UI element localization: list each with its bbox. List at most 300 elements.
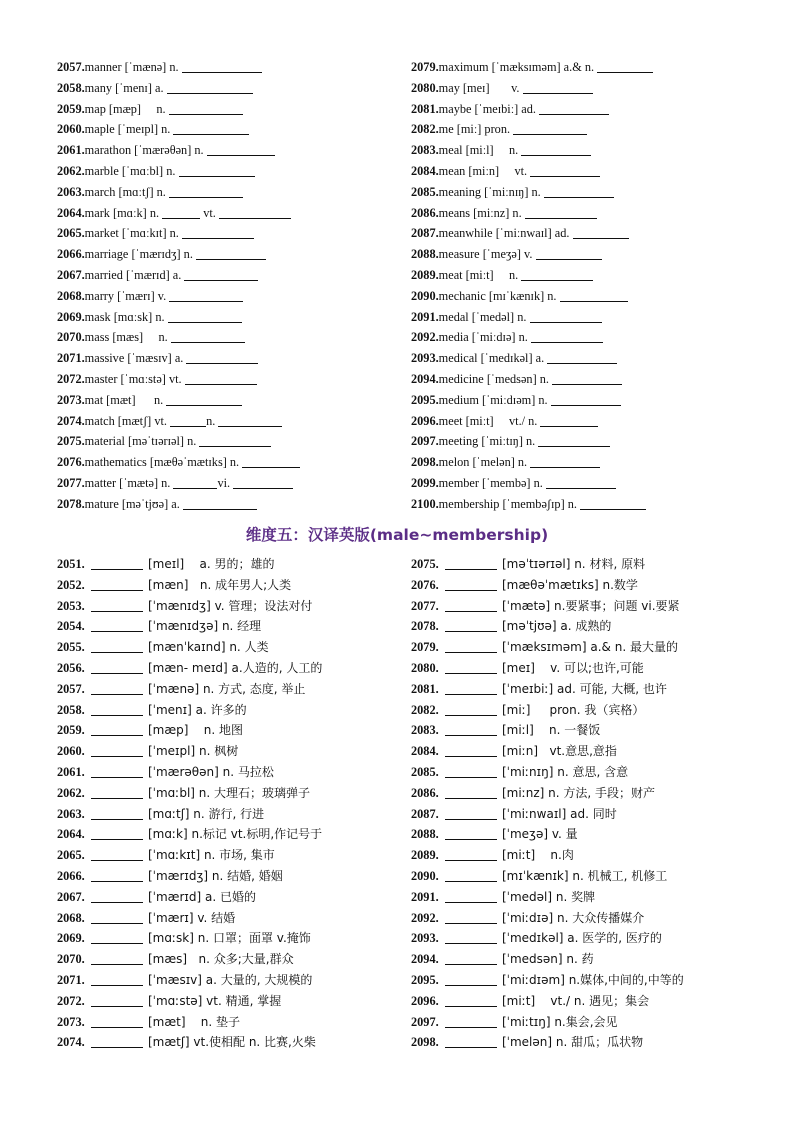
entry-definition: [ˈmærɪd] a. 已婚的: [148, 889, 256, 904]
entry-pos-label: n.: [206, 413, 219, 428]
entry-number: 2083.: [411, 143, 439, 158]
answer-blank[interactable]: [91, 786, 143, 799]
entry-number: 2073.: [57, 1014, 85, 1029]
answer-blank[interactable]: [199, 434, 271, 447]
answer-blank[interactable]: [445, 661, 497, 674]
entry-text: medicine [ˈmedsən] n.: [438, 371, 553, 386]
vocab-row: [57, 203, 397, 224]
translation-row: [57, 616, 397, 637]
answer-blank[interactable]: [170, 414, 206, 427]
answer-blank[interactable]: [91, 1035, 143, 1048]
answer-blank[interactable]: [445, 848, 497, 861]
answer-blank[interactable]: [445, 723, 497, 736]
translation-row: [57, 741, 397, 762]
vocab-row: [411, 161, 751, 182]
answer-blank[interactable]: [445, 599, 497, 612]
entry-number: 2082.: [411, 702, 439, 717]
answer-blank[interactable]: [445, 994, 497, 1007]
entry-text: mat [mæt] n.: [84, 392, 167, 407]
answer-blank[interactable]: [445, 807, 497, 820]
entry-text: melon [ˈmelən] n.: [438, 455, 531, 470]
entry-number: 2066.: [57, 868, 85, 883]
answer-blank[interactable]: [166, 393, 242, 406]
vocab-row: [57, 473, 397, 494]
answer-blank[interactable]: [530, 455, 600, 468]
answer-blank[interactable]: [523, 81, 593, 94]
vocab-row: [411, 265, 751, 286]
entry-definition: [ˈmæsɪv] a. 大量的, 大规模的: [148, 972, 313, 987]
entry-definition: [ˈmeɪpl] n. 枫树: [148, 744, 239, 759]
answer-blank[interactable]: [445, 703, 497, 716]
answer-blank[interactable]: [521, 143, 591, 156]
vocab-row: [411, 473, 751, 494]
entry-definition: [ˈmedɪkəl] a. 医学的, 医疗的: [502, 931, 662, 946]
entry-number: 2090.: [411, 288, 439, 303]
answer-blank[interactable]: [445, 890, 497, 903]
answer-blank[interactable]: [597, 60, 653, 73]
entry-number: 2087.: [411, 806, 439, 821]
entry-number: 2066.: [57, 247, 85, 262]
entry-number: 2054.: [57, 619, 85, 634]
answer-blank[interactable]: [184, 268, 258, 281]
answer-blank[interactable]: [445, 869, 497, 882]
entry-text: marry [ˈmærɪ] v.: [84, 288, 170, 303]
vocab-row: [57, 78, 397, 99]
answer-blank[interactable]: [525, 206, 597, 219]
vocab-row: [411, 57, 751, 78]
entry-definition: [mæn- meɪd] a.人造的, 人工的: [148, 660, 323, 675]
answer-blank[interactable]: [539, 102, 609, 115]
entry-number: 2075.: [57, 434, 85, 449]
answer-blank[interactable]: [91, 619, 143, 632]
answer-blank[interactable]: [551, 393, 621, 406]
entry-number: 2098.: [411, 1035, 439, 1050]
entry-number: 2057.: [57, 60, 85, 74]
vocab-row: [57, 119, 397, 140]
answer-blank[interactable]: [169, 102, 243, 115]
answer-blank[interactable]: [540, 414, 598, 427]
entry-number: 2096.: [411, 413, 439, 428]
vocab-row: [411, 99, 751, 120]
entry-number: 2098.: [411, 455, 439, 470]
entry-text: medium [ˈmiːdɪəm] n.: [438, 392, 551, 407]
answer-blank[interactable]: [182, 60, 262, 73]
entry-number: 2078.: [57, 496, 85, 511]
entry-text: meeting [ˈmiːtɪŋ] n.: [438, 434, 539, 449]
entry-definition: [ˈmedsən] n. 药: [502, 952, 594, 967]
entry-number: 2091.: [411, 309, 439, 324]
answer-blank[interactable]: [445, 1015, 497, 1028]
answer-blank[interactable]: [445, 973, 497, 986]
translation-row: [57, 575, 397, 596]
translation-row: [411, 554, 751, 575]
answer-blank[interactable]: [173, 122, 249, 135]
translation-row: [57, 866, 397, 887]
entry-number: 2077.: [411, 598, 439, 613]
translation-row: [411, 783, 751, 804]
entry-number: 2090.: [411, 868, 439, 883]
entry-definition: [miː] pron. 我（宾格）: [502, 702, 645, 717]
answer-blank[interactable]: [445, 765, 497, 778]
entry-number: 2073.: [57, 392, 85, 407]
entry-text: meet [miːt] vt./ n.: [438, 413, 541, 428]
entry-number: 2085.: [411, 764, 439, 779]
answer-blank[interactable]: [218, 414, 282, 427]
entry-definition: [mɑːsk] n. 口罩；面罩 v.掩饰: [148, 931, 311, 946]
answer-blank[interactable]: [445, 1035, 497, 1048]
entry-definition: [ˈmænə] n. 方式, 态度, 举止: [148, 681, 306, 696]
translation-row: [411, 762, 751, 783]
entry-number: 2065.: [57, 848, 85, 863]
entry-number: 2067.: [57, 889, 85, 904]
answer-blank[interactable]: [91, 703, 143, 716]
translation-row: [57, 783, 397, 804]
answer-blank[interactable]: [445, 744, 497, 757]
answer-blank[interactable]: [445, 619, 497, 632]
entry-number: 2055.: [57, 640, 85, 655]
entry-number: 2092.: [411, 910, 439, 925]
entry-text: many [ˈmenɪ] a.: [84, 80, 167, 95]
answer-blank[interactable]: [91, 827, 143, 840]
entry-definition: [miːnz] n. 方法, 手段；财产: [502, 785, 656, 800]
entry-number: 2094.: [411, 371, 439, 386]
answer-blank[interactable]: [219, 206, 291, 219]
entry-text: membership [ˈmembəʃɪp] n.: [438, 496, 581, 511]
entry-definition: [ˈmeʒə] v. 量: [502, 827, 578, 842]
translation-row: [411, 991, 751, 1012]
answer-blank[interactable]: [445, 578, 497, 591]
entry-number: 2095.: [411, 392, 439, 407]
answer-blank[interactable]: [530, 310, 602, 323]
entry-number: 2065.: [57, 226, 85, 241]
entry-number: 2083.: [411, 723, 439, 738]
vocab-row: [57, 390, 397, 411]
entry-number: 2079.: [411, 640, 439, 655]
answer-blank[interactable]: [91, 994, 143, 1007]
vocab-row: [57, 57, 397, 78]
vocab-row: [57, 140, 397, 161]
answer-blank[interactable]: [91, 578, 143, 591]
vocab-row: [411, 119, 751, 140]
entry-number: 2095.: [411, 972, 439, 987]
entry-number: 2069.: [57, 931, 85, 946]
answer-blank[interactable]: [91, 682, 143, 695]
vocab-row: [411, 431, 751, 452]
entry-definition: [ˈmɑːstə] vt. 精通, 掌握: [148, 993, 282, 1008]
translation-row: [411, 679, 751, 700]
translation-row: [57, 637, 397, 658]
entry-definition: [ˈmiːnɪŋ] n. 意思, 含意: [502, 764, 629, 779]
translation-row: [411, 887, 751, 908]
translation-row: [411, 616, 751, 637]
entry-definition: [miːt] n.肉: [502, 848, 574, 863]
entry-definition: [mæt] n. 垫子: [148, 1014, 241, 1029]
answer-blank[interactable]: [162, 206, 200, 219]
translation-row: [411, 928, 751, 949]
entry-definition: [ˈmenɪ] a. 许多的: [148, 702, 247, 717]
entry-number: 2071.: [57, 351, 85, 366]
vocab-row: [411, 494, 751, 515]
answer-blank[interactable]: [91, 1015, 143, 1028]
vocab-row: [57, 223, 397, 244]
entry-text: medal [ˈmedəl] n.: [438, 309, 530, 324]
answer-blank[interactable]: [547, 351, 617, 364]
vocab-row: [411, 452, 751, 473]
answer-blank[interactable]: [445, 931, 497, 944]
vocab-row: [57, 307, 397, 328]
entry-number: 2082.: [411, 122, 439, 137]
entry-text: matter [ˈmætə] n.: [84, 475, 174, 490]
answer-blank[interactable]: [445, 952, 497, 965]
entry-number: 2061.: [57, 143, 85, 158]
answer-blank[interactable]: [91, 890, 143, 903]
vocab-row: [411, 327, 751, 348]
entry-definition: [mæs] n. 众多;大量,群众: [148, 952, 294, 967]
entry-definition: [ˈmærɪdʒ] n. 结婚, 婚姻: [148, 868, 283, 883]
entry-definition: [ˈmærəθən] n. 马拉松: [148, 764, 274, 779]
entry-text: me [miː] pron.: [438, 122, 514, 137]
entry-definition: [ˈmiːnwaɪl] ad. 同时: [502, 806, 617, 821]
entry-number: 2096.: [411, 993, 439, 1008]
entry-text: mask [mɑːsk] n.: [84, 309, 168, 324]
translation-row: [57, 949, 397, 970]
answer-blank[interactable]: [445, 827, 497, 840]
top-left-column: [57, 57, 397, 515]
translation-row: [411, 970, 751, 991]
answer-blank[interactable]: [580, 497, 646, 510]
entry-number: 2093.: [411, 931, 439, 946]
answer-blank[interactable]: [186, 351, 258, 364]
translation-row: [57, 762, 397, 783]
answer-blank[interactable]: [91, 931, 143, 944]
vocab-row: [57, 494, 397, 515]
translation-row: [57, 679, 397, 700]
entry-definition: [mætʃ] vt.使相配 n. 比赛,火柴: [148, 1035, 316, 1050]
answer-blank[interactable]: [169, 185, 243, 198]
answer-blank[interactable]: [445, 557, 497, 570]
answer-blank[interactable]: [521, 268, 593, 281]
translation-row: [57, 804, 397, 825]
answer-blank[interactable]: [196, 247, 266, 260]
bottom-left-column: [57, 554, 397, 1053]
entry-definition: [meɪ] v. 可以;也许,可能: [502, 660, 644, 675]
entry-text: meat [miːt] n.: [438, 267, 522, 282]
entry-number: 2059.: [57, 101, 85, 116]
entry-definition: [mɑːk] n.标记 vt.标明,作记号于: [148, 827, 323, 842]
entry-text: mean [miːn] vt.: [438, 163, 531, 178]
answer-blank[interactable]: [445, 786, 497, 799]
vocab-row: [57, 431, 397, 452]
answer-blank[interactable]: [546, 476, 616, 489]
vocab-row: [57, 182, 397, 203]
entry-text: measure [ˈmeʒə] v.: [438, 247, 536, 262]
entry-number: 2080.: [411, 660, 439, 675]
entry-number: 2062.: [57, 785, 85, 800]
entry-number: 2084.: [411, 744, 439, 759]
entry-text: market [ˈmɑːkɪt] n.: [84, 226, 182, 241]
answer-blank[interactable]: [173, 476, 217, 489]
entry-number: 2063.: [57, 806, 85, 821]
entry-number: 2094.: [411, 952, 439, 967]
entry-text: married [ˈmærɪd] a.: [84, 267, 185, 282]
entry-number: 2080.: [411, 80, 439, 95]
entry-definition: [mæn] n. 成年男人;人类: [148, 577, 292, 592]
answer-blank[interactable]: [573, 226, 629, 239]
translation-row: [57, 596, 397, 617]
entry-number: 2067.: [57, 267, 85, 282]
answer-blank[interactable]: [167, 81, 253, 94]
entry-number: 2097.: [411, 1014, 439, 1029]
answer-blank[interactable]: [544, 185, 614, 198]
top-right-column: [411, 57, 751, 515]
entry-text: media [ˈmiːdɪə] n.: [438, 330, 531, 345]
entry-definition: [mɪˈkænɪk] n. 机械工, 机修工: [502, 868, 668, 883]
translation-row: [57, 887, 397, 908]
answer-blank[interactable]: [445, 640, 497, 653]
answer-blank[interactable]: [185, 372, 257, 385]
entry-number: 2077.: [57, 475, 85, 490]
entry-text: meaning [ˈmiːnɪŋ] n.: [438, 184, 544, 199]
entry-number: 2100.: [411, 496, 439, 511]
answer-blank[interactable]: [169, 289, 243, 302]
entry-number: 2058.: [57, 702, 85, 717]
entry-definition: [mænˈkaɪnd] n. 人类: [148, 640, 269, 655]
translation-row: [411, 720, 751, 741]
entry-definition: [məˈtjʊə] a. 成熟的: [502, 619, 612, 634]
vocab-row: [411, 369, 751, 390]
translation-row: [57, 908, 397, 929]
answer-blank[interactable]: [233, 476, 293, 489]
entry-number: 2056.: [57, 660, 85, 675]
entry-number: 2086.: [411, 785, 439, 800]
entry-text: mass [mæs] n.: [84, 330, 171, 345]
answer-blank[interactable]: [91, 744, 143, 757]
vocab-row: [57, 348, 397, 369]
entry-text: match [mætʃ] vt.: [84, 413, 171, 428]
vocab-row: [57, 265, 397, 286]
answer-blank[interactable]: [183, 497, 257, 510]
translation-row: [411, 804, 751, 825]
answer-blank[interactable]: [168, 310, 242, 323]
entry-number: 2089.: [411, 848, 439, 863]
vocab-row: [411, 182, 751, 203]
answer-blank[interactable]: [91, 765, 143, 778]
answer-blank[interactable]: [91, 807, 143, 820]
answer-blank[interactable]: [530, 164, 600, 177]
entry-number: 2053.: [57, 598, 85, 613]
entry-number: 2089.: [411, 267, 439, 282]
entry-number: 2071.: [57, 972, 85, 987]
answer-blank[interactable]: [171, 330, 245, 343]
entry-definition: [miːl] n. 一餐饭: [502, 723, 601, 738]
answer-blank[interactable]: [91, 640, 143, 653]
entry-number: 2088.: [411, 827, 439, 842]
entry-number: 2060.: [57, 744, 85, 759]
answer-blank[interactable]: [91, 869, 143, 882]
translation-row: [57, 720, 397, 741]
translation-row: [411, 658, 751, 679]
answer-blank[interactable]: [91, 952, 143, 965]
entry-number: 2070.: [57, 330, 85, 345]
answer-blank[interactable]: [91, 848, 143, 861]
answer-blank[interactable]: [91, 911, 143, 924]
entry-number: 2076.: [411, 577, 439, 592]
entry-definition: [ˈmænɪdʒ] v. 管理；设法对付: [148, 598, 313, 613]
answer-blank[interactable]: [531, 330, 603, 343]
vocab-row: [57, 452, 397, 473]
answer-blank[interactable]: [536, 247, 602, 260]
entry-text: mark [mɑːk] n.: [84, 205, 163, 220]
answer-blank[interactable]: [242, 455, 300, 468]
answer-blank[interactable]: [445, 682, 497, 695]
translation-row: [411, 824, 751, 845]
vocab-row: [411, 286, 751, 307]
translation-row: [411, 908, 751, 929]
entry-text: maple [ˈmeɪpl] n.: [84, 122, 174, 137]
answer-blank[interactable]: [179, 164, 255, 177]
entry-number: 2081.: [411, 101, 439, 116]
translation-row: [57, 700, 397, 721]
answer-blank[interactable]: [445, 911, 497, 924]
entry-text: manner [ˈmænə] n.: [84, 60, 182, 74]
answer-blank[interactable]: [513, 122, 587, 135]
answer-blank[interactable]: [560, 289, 628, 302]
entry-number: 2062.: [57, 163, 85, 178]
entry-text: master [ˈmɑːstə] vt.: [84, 371, 185, 386]
answer-blank[interactable]: [182, 226, 254, 239]
entry-number: 2057.: [57, 681, 85, 696]
translation-row: [411, 845, 751, 866]
entry-text: maximum [ˈmæksɪməm] a.& n.: [438, 60, 598, 74]
vocab-row: [57, 244, 397, 265]
entry-definition: [meɪl] a. 男的；雄的: [148, 557, 275, 571]
entry-text: meanwhile [ˈmiːnwaɪl] ad.: [438, 226, 573, 241]
entry-definition: [ˈmænɪdʒə] n. 经理: [148, 619, 262, 634]
entry-text: marriage [ˈmærɪdʒ] n.: [84, 247, 196, 262]
translation-row: [411, 741, 751, 762]
translation-row: [411, 949, 751, 970]
answer-blank[interactable]: [91, 723, 143, 736]
vocab-row: [411, 140, 751, 161]
translation-row: [57, 970, 397, 991]
translation-row: [411, 700, 751, 721]
entry-number: 2086.: [411, 205, 439, 220]
translation-row: [411, 637, 751, 658]
entry-definition: [miːn] vt.意思,意指: [502, 744, 617, 759]
entry-number: 2058.: [57, 80, 85, 95]
answer-blank[interactable]: [538, 434, 610, 447]
entry-number: 2079.: [411, 60, 439, 74]
answer-blank[interactable]: [91, 557, 143, 570]
entry-definition: [mæp] n. 地图: [148, 723, 243, 738]
answer-blank[interactable]: [91, 661, 143, 674]
entry-number: 2099.: [411, 475, 439, 490]
entry-text: marathon [ˈmærəθən] n.: [84, 143, 207, 158]
answer-blank[interactable]: [91, 973, 143, 986]
entry-number: 2075.: [411, 557, 439, 571]
entry-definition: [ˈmɑːkɪt] n. 市场, 集市: [148, 848, 275, 863]
answer-blank[interactable]: [207, 143, 275, 156]
entry-number: 2072.: [57, 371, 85, 386]
translation-row: [411, 1012, 751, 1033]
entry-text: means [miːnz] n.: [438, 205, 525, 220]
translation-row: [411, 866, 751, 887]
entry-number: 2085.: [411, 184, 439, 199]
translation-row: [411, 575, 751, 596]
answer-blank[interactable]: [552, 372, 622, 385]
answer-blank[interactable]: [91, 599, 143, 612]
entry-text: maybe [ˈmeɪbiː] ad.: [438, 101, 540, 116]
